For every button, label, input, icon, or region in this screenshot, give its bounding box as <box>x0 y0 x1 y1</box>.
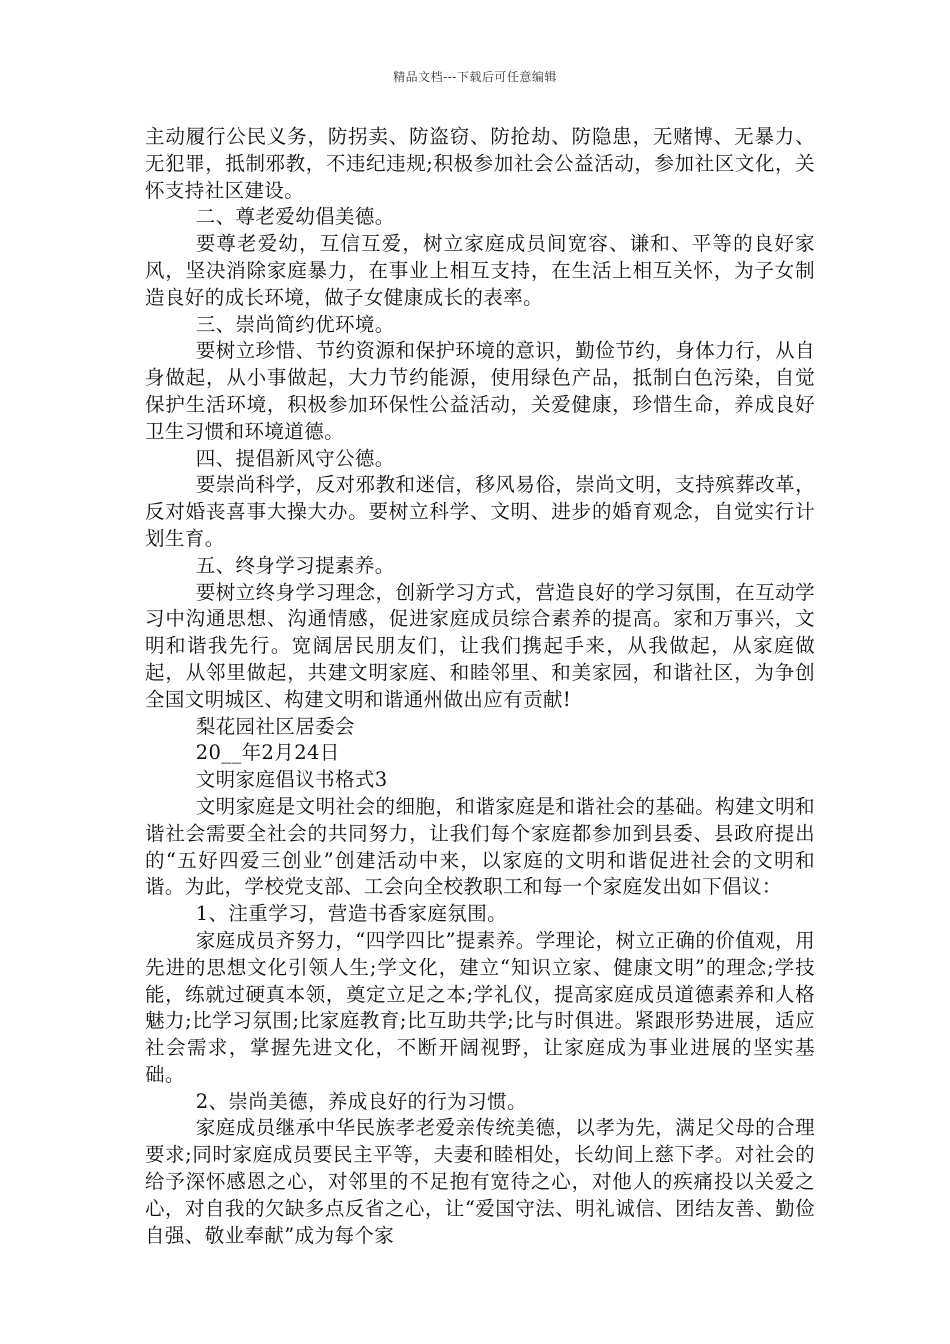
paragraph: 要树立珍惜、节约资源和保护环境的意识，勤俭节约，身体力行，从自身做起，从小事做起，大力节约能源，使用绿色产品，抵制白色污染，自觉保护生活环境，积极参加环保性公益活动，关爱健康，珍惜生命，养成良好卫生习惯和环境道德。 <box>145 339 815 443</box>
paragraph: 要树立终身学习理念，创新学习方式，营造良好的学习氛围，在互动学习中沟通思想、沟通情感，促进家庭成员综合素养的提高。家和万事兴，文明和谐我先行。宽阔居民朋友们，让我们携起手来，从我做起，从家庭做起，从邻里做起，共建文明家庭、和睦邻里、和美家园，和谐社区，为争创全国文明城区、构建文明和谐通州做出应有贡献! <box>145 580 815 711</box>
section-heading: 三、崇尚简约优环境。 <box>195 312 395 336</box>
paragraph: 文明家庭是文明社会的细胞，和谐家庭是和谐社会的基础。构建文明和谐社会需要全社会的共同努力，让我们每个家庭都参加到县委、县政府提出的“五好四爱三创业”创建活动中来，以家庭的文明和谐促进社会的文明和谐。为此，学校党支部、工会向全校教职工和每一个家庭发出如下倡议： <box>145 794 815 899</box>
paragraph: 要崇尚科学，反对邪教和迷信，移风易俗，崇尚文明，支持殡葬改革，反对婚丧喜事大操大办。要树立科学、文明、进步的婚育观念，自觉实行计划生育。 <box>145 473 815 550</box>
section-heading: 四、提倡新风守公德。 <box>195 446 395 470</box>
paragraph: 要尊老爱幼，互信互爱，树立家庭成员间宽容、谦和、平等的良好家风，坚决消除家庭暴力，在事业上相互支持，在生活上相互关怀，为子女制造良好的成长环境，做子女健康成长的表率。 <box>145 232 815 309</box>
paragraph: 家庭成员齐努力，“四学四比”提素养。学理论，树立正确的价值观，用先进的思想文化引领人生;学文化，建立“知识立家、健康文明”的理念;学技能，练就过硬真本领，奠定立足之本;学礼仪，提高家庭成员道德素养和人格魅力;比学习氛围;比家庭教育;比互助共学;比与时俱进。紧跟形势进展，适应社会需求，掌握先进文化，不断开阔视野，让家庭成为事业进展的坚实基础。 <box>145 928 815 1086</box>
section-heading: 五、终身学习提素养。 <box>195 553 395 577</box>
page-header: 精品文档---下载后可任意编辑 <box>393 70 557 84</box>
signature-organization: 梨花园社区居委会 <box>195 714 355 738</box>
section-heading: 二、尊老爱幼倡美德。 <box>195 205 395 229</box>
section-heading: 1、注重学习，营造书香家庭氛围。 <box>195 902 507 926</box>
document-title: 文明家庭倡议书格式3 <box>195 768 388 792</box>
document-body <box>145 124 815 1249</box>
signature-date: 20__年2月24日 <box>195 741 340 765</box>
paragraph: 家庭成员继承中华民族孝老爱亲传统美德，以孝为先，满足父母的合理要求;同时家庭成员要民主平等，夫妻和睦相处，长幼间上慈下孝。对社会的给予深怀感恩之心，对邻里的不足抱有宽待之心，对他人的疾痛投以关爱之心，对自我的欠缺多点反省之心，让“爱国守法、明礼诚信、团结友善、勤俭自强、敬业奉献”成为每个家 <box>145 1116 815 1247</box>
section-heading: 2、崇尚美德，养成良好的行为习惯。 <box>195 1089 527 1113</box>
paragraph: 主动履行公民义务，防拐卖、防盗窃、防抢劫、防隐患，无赌博、无暴力、无犯罪，抵制邪教，不违纪违规;积极参加社会公益活动，参加社区文化，关怀支持社区建设。 <box>145 125 815 202</box>
